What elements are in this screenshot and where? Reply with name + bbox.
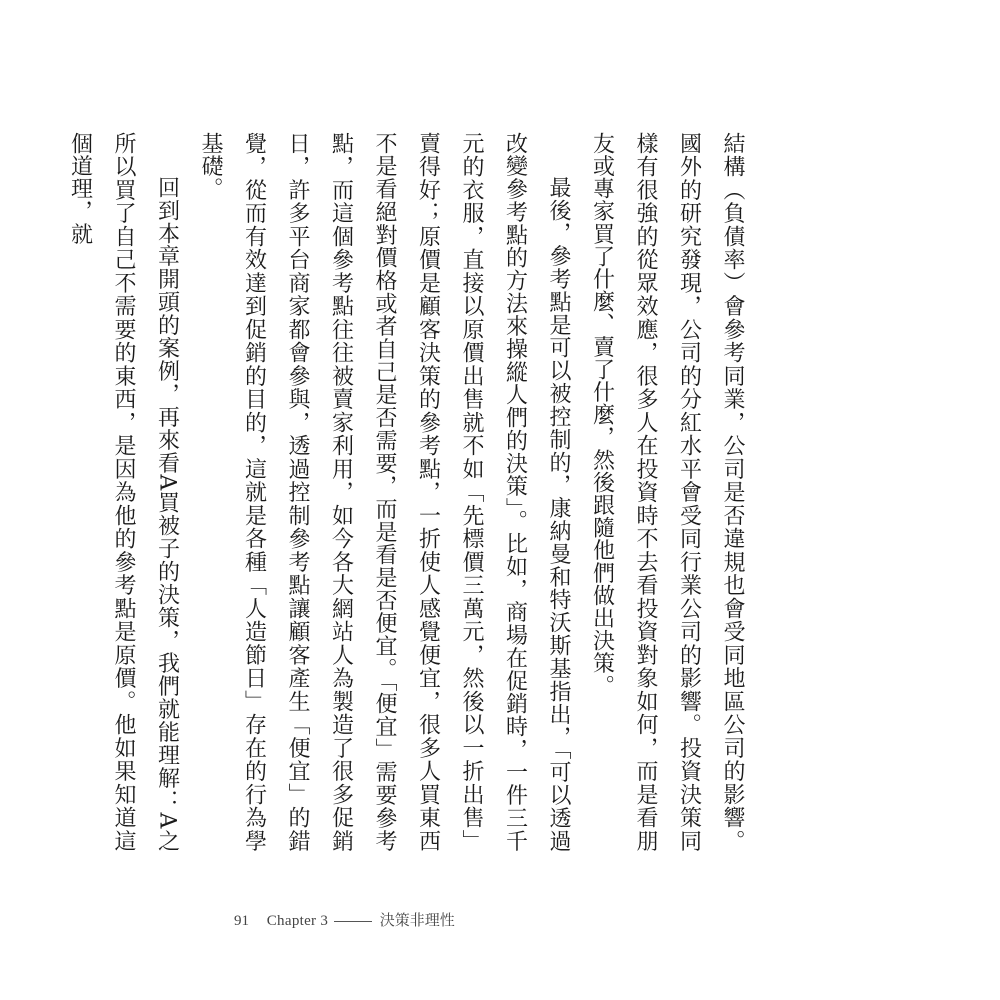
chapter-label: Chapter 3	[266, 913, 329, 929]
paragraph-3: 回到本章開頭的案例，再來看A買被子的決策，我們就能理解：A之所以買了自己不需要的東西，是因為他的參考點是原價。他如果知道這個道理，就	[67, 132, 180, 852]
chapter-title: 決策非理性	[379, 911, 455, 929]
paragraph-2: 最後，參考點是可以被控制的，康納曼和特沃斯基指出，「可以透過改變參考點的方法來操縱人們的決策」。比如，商場在促銷時，一件三千元的衣服，直接以原價出售就不如「先標價三萬元，然後以一折出售」賣得好；原價是顧客決策的參考點，一折使人感覺便宜，很多人買東西不是看絕對價格或者自己是否需要，而是看是否便宜。「便宜」需要參考點，而這個參考點往往被賣家利用，如今各大網站人為製造了很多促銷日，許多平台商家都會參與，透過控制參考點讓顧客產生「便宜」的錯覺，從而有效達到促銷的目的，這就是各種「人造節日」存在的行為學基礎。	[198, 132, 571, 852]
page-number: 91	[234, 913, 249, 929]
footer-dash	[334, 921, 372, 922]
page-footer	[234, 909, 455, 930]
body-text	[67, 132, 754, 852]
paragraph-1: 結構（負債率）會參考同業，公司是否違規也會受同地區公司的影響。國外的研究發現，公司的分紅水平會受同行業公司的影響。投資決策同樣有很強的從眾效應，很多人在投資時不去看投資對象如何，而是看朋友或專家買了什麼、賣了什麼，然後跟隨他們做出決策。	[589, 132, 745, 852]
